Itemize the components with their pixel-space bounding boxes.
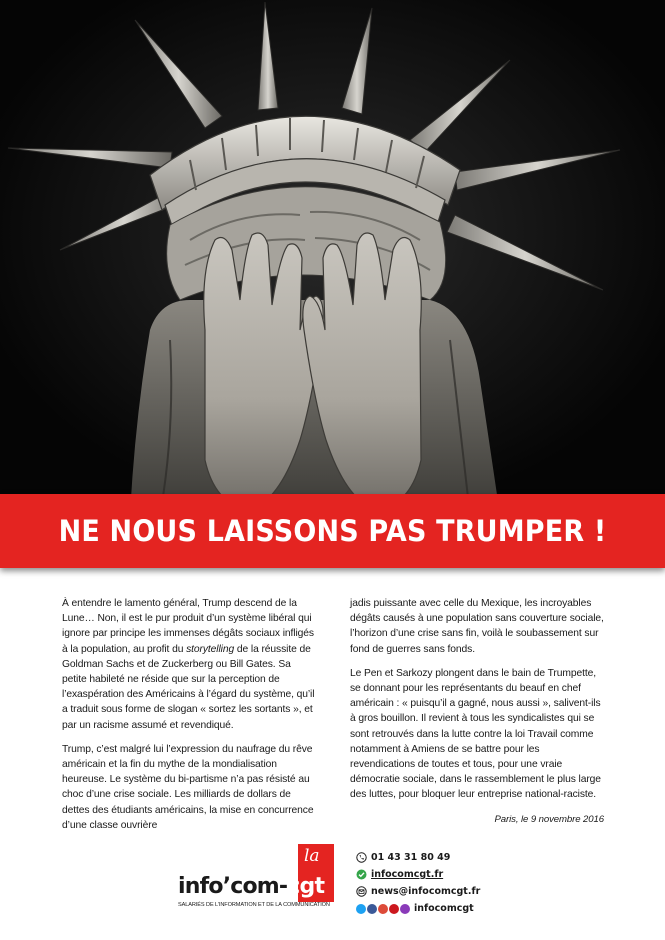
logo-la: la — [304, 846, 320, 866]
contact-block — [356, 849, 506, 917]
phone-row[interactable] — [356, 849, 506, 866]
social-row — [356, 900, 506, 917]
mail-icon — [356, 886, 367, 897]
signature-date: Paris, le 9 novembre 2016 — [494, 813, 604, 825]
logo-brand: info’com-cgt — [178, 874, 325, 899]
article-column-right — [350, 596, 604, 833]
email-row[interactable] — [356, 883, 506, 900]
website-link[interactable]: infocomcgt.fr — [371, 869, 444, 880]
paragraph: Le Pen et Sarkozy plongent dans le bain de Trumpette, se donnant pour les représentants du beauf en chef américain : « puisqu’il a gagné, nous aussi », salivent-ils à gros bouillon. Il revient à tous les syndicalistes qui se sont retrouvés dans la lutte contre la loi Travail comme notamment à Amiens de se battre pour les revendications de toutes et tous, pour une vraie démocratie sociale, dans le rassemblement le plus large des luttes, pour bloquer leur entreprise national-raciste. — [350, 667, 601, 801]
website-row[interactable] — [356, 866, 506, 883]
facebook-icon[interactable] — [367, 904, 377, 914]
phone-number: 01 43 31 80 49 — [371, 852, 451, 863]
headline: NE NOUS LAISSONS PAS TRUMPER ! — [58, 514, 607, 548]
social-handle: infocomcgt — [414, 903, 474, 914]
paragraph: À entendre le lamento général, Trump descend de la Lune… Non, il est le pur produit d’un système libéral qui ignore par principe les immenses dégâts sociaux infligés à la population, au profit du storytelling de la réussite de Goldman Sachs et de Zuckerberg ou Bill Gates. Sa petite habileté ne réside que sur la perception de l’exaspération des Américains à l’égard du système, qu’il a traduit sous forme de slogan « sortez les sortants », et par un racisme assumé et revendiqué. — [62, 598, 315, 731]
paragraph: jadis puissante avec celle du Mexique, les incroyables dégâts causés à une population sans couverture sociale, l’horizon d’une crise sans fin, voilà le soubassement sur fond de guerres sans fonds. — [350, 598, 604, 655]
social-icons — [356, 904, 410, 914]
logo-tagline: SALARIÉS DE L’INFORMATION ET DE LA COMMUNICATION — [178, 902, 330, 908]
google-plus-icon[interactable] — [378, 904, 388, 914]
paragraph: Trump, c’est malgré lui l’expression du naufrage du rêve américain et la fin du mythe de la mondialisation heureuse. Le système du bi-partisme n’a pas résisté au choc d’une crise sociale. Les milliards de dollars de dettes des étudiants américains, la mise en concurrence d’une classe ouvrière — [62, 743, 314, 831]
article-column-left — [62, 596, 316, 833]
footer — [174, 844, 504, 914]
youtube-icon[interactable] — [389, 904, 399, 914]
instagram-icon[interactable] — [400, 904, 410, 914]
article-body — [62, 596, 604, 833]
phone-icon — [356, 852, 367, 863]
headline-banner — [0, 494, 665, 568]
infocom-cgt-logo — [174, 844, 352, 914]
check-circle-icon — [356, 869, 367, 880]
email-link[interactable]: news@infocomcgt.fr — [371, 886, 481, 897]
twitter-icon[interactable] — [356, 904, 366, 914]
